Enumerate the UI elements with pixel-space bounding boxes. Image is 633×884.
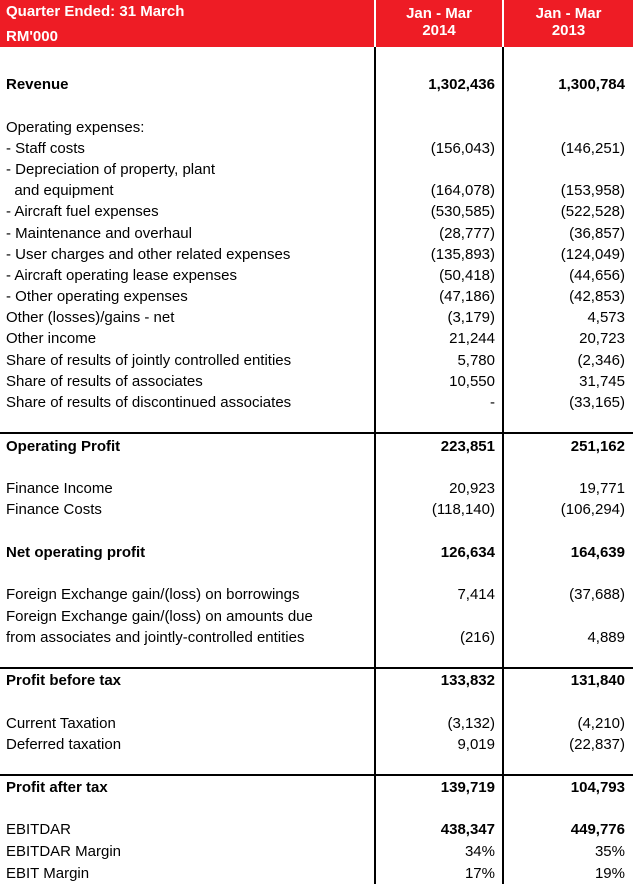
value-2014: (3,132): [447, 715, 495, 732]
value-2014: (3,179): [447, 309, 495, 326]
value-2014: (50,418): [439, 267, 495, 284]
value-2013: (36,857): [569, 225, 625, 242]
row-label: - Aircraft fuel expenses: [6, 203, 159, 220]
row-label: - Other operating expenses: [6, 288, 188, 305]
value-2014: -: [490, 394, 495, 411]
value-2014: 139,719: [440, 779, 495, 796]
value-2013: 19,771: [579, 480, 625, 497]
value-2013: (124,049): [560, 246, 625, 263]
column-header-2013: [504, 0, 633, 47]
value-2013: (153,958): [560, 182, 625, 199]
value-2013: (37,688): [569, 586, 625, 603]
value-2013: (106,294): [560, 501, 625, 518]
value-2013: (2,346): [577, 352, 625, 369]
row-label: - User charges and other related expenses: [6, 246, 291, 263]
value-2014: 10,550: [449, 373, 495, 390]
value-2014: (530,585): [430, 203, 495, 220]
row-label: Profit before tax: [6, 672, 122, 689]
value-2014: 9,019: [457, 736, 495, 753]
value-2014: 20,923: [449, 480, 495, 497]
value-2013: 19%: [594, 865, 625, 882]
row-label: Other (losses)/gains - net: [6, 309, 175, 326]
value-2014: 438,347: [440, 821, 495, 838]
value-2013: (44,656): [569, 267, 625, 284]
value-2014: (28,777): [439, 225, 495, 242]
statement-period-title: Quarter Ended: 31 March: [6, 3, 185, 20]
currency-unit: RM'000: [6, 28, 58, 45]
row-label: Foreign Exchange gain/(loss) on amounts due: [6, 608, 313, 625]
value-2014: 5,780: [457, 352, 495, 369]
row-label: Finance Costs: [6, 501, 102, 518]
value-2013: (42,853): [569, 288, 625, 305]
value-2013: 104,793: [570, 779, 625, 796]
header-label-cell: [0, 0, 374, 47]
value-2014: 133,832: [440, 672, 495, 689]
column-header-2014-period: Jan - Mar: [406, 5, 472, 22]
value-2013: 35%: [594, 843, 625, 860]
value-2013: 4,889: [587, 629, 625, 646]
row-label: Deferred taxation: [6, 736, 122, 753]
value-2014: 7,414: [457, 586, 495, 603]
value-2014: 1,302,436: [428, 76, 495, 93]
row-label: Other income: [6, 330, 97, 347]
row-label: - Maintenance and overhaul: [6, 225, 192, 242]
column-divider: [502, 47, 504, 884]
column-header-2014-year: 2014: [422, 22, 456, 39]
value-2013: 251,162: [570, 438, 625, 455]
column-header-2014: [376, 0, 502, 47]
value-2014: (164,078): [430, 182, 495, 199]
value-2013: 164,639: [570, 544, 625, 561]
row-label: Current Taxation: [6, 715, 116, 732]
section-rule: [0, 774, 633, 776]
value-2014: (156,043): [430, 140, 495, 157]
value-2014: 21,244: [449, 330, 495, 347]
row-label: from associates and jointly-controlled entities: [6, 629, 305, 646]
row-label: Operating expenses:: [6, 119, 145, 136]
value-2014: (135,893): [430, 246, 495, 263]
value-2014: 223,851: [440, 438, 495, 455]
value-2013: 131,840: [570, 672, 625, 689]
value-2013: 31,745: [579, 373, 625, 390]
column-header-2013-period: Jan - Mar: [535, 5, 602, 22]
value-2013: (146,251): [560, 140, 625, 157]
value-2013: 4,573: [587, 309, 625, 326]
column-header-2013-year: 2013: [551, 22, 586, 39]
row-label: Profit after tax: [6, 779, 108, 796]
row-label: EBITDAR Margin: [6, 843, 122, 860]
row-label: - Staff costs: [6, 140, 85, 157]
row-label: Share of results of associates: [6, 373, 203, 390]
value-2014: 17%: [464, 865, 495, 882]
section-rule: [0, 432, 633, 434]
value-2014: 34%: [464, 843, 495, 860]
value-2013: 449,776: [570, 821, 625, 838]
value-2013: (522,528): [560, 203, 625, 220]
row-label: Foreign Exchange gain/(loss) on borrowings: [6, 586, 300, 603]
value-2013: 20,723: [579, 330, 625, 347]
value-2013: (4,210): [577, 715, 625, 732]
value-2013: (33,165): [569, 394, 625, 411]
row-label: Share of results of jointly controlled entities: [6, 352, 292, 369]
row-label: Net operating profit: [6, 544, 146, 561]
row-label: Share of results of discontinued associates: [6, 394, 292, 411]
value-2013: (22,837): [569, 736, 625, 753]
value-2014: (118,140): [431, 501, 495, 518]
value-2014: 126,634: [440, 544, 495, 561]
row-label: Revenue: [6, 76, 69, 93]
value-2014: (216): [459, 629, 495, 646]
column-divider: [374, 47, 376, 884]
row-label: - Aircraft operating lease expenses: [6, 267, 237, 284]
row-label: - Depreciation of property, plant: [6, 161, 215, 178]
value-2014: (47,186): [439, 288, 495, 305]
row-label: Operating Profit: [6, 438, 121, 455]
value-2013: 1,300,784: [558, 76, 625, 93]
row-label: and equipment: [6, 182, 114, 199]
row-label: EBITDAR: [6, 821, 72, 838]
row-label: Finance Income: [6, 480, 113, 497]
section-rule: [0, 667, 633, 669]
row-label: EBIT Margin: [6, 865, 90, 882]
